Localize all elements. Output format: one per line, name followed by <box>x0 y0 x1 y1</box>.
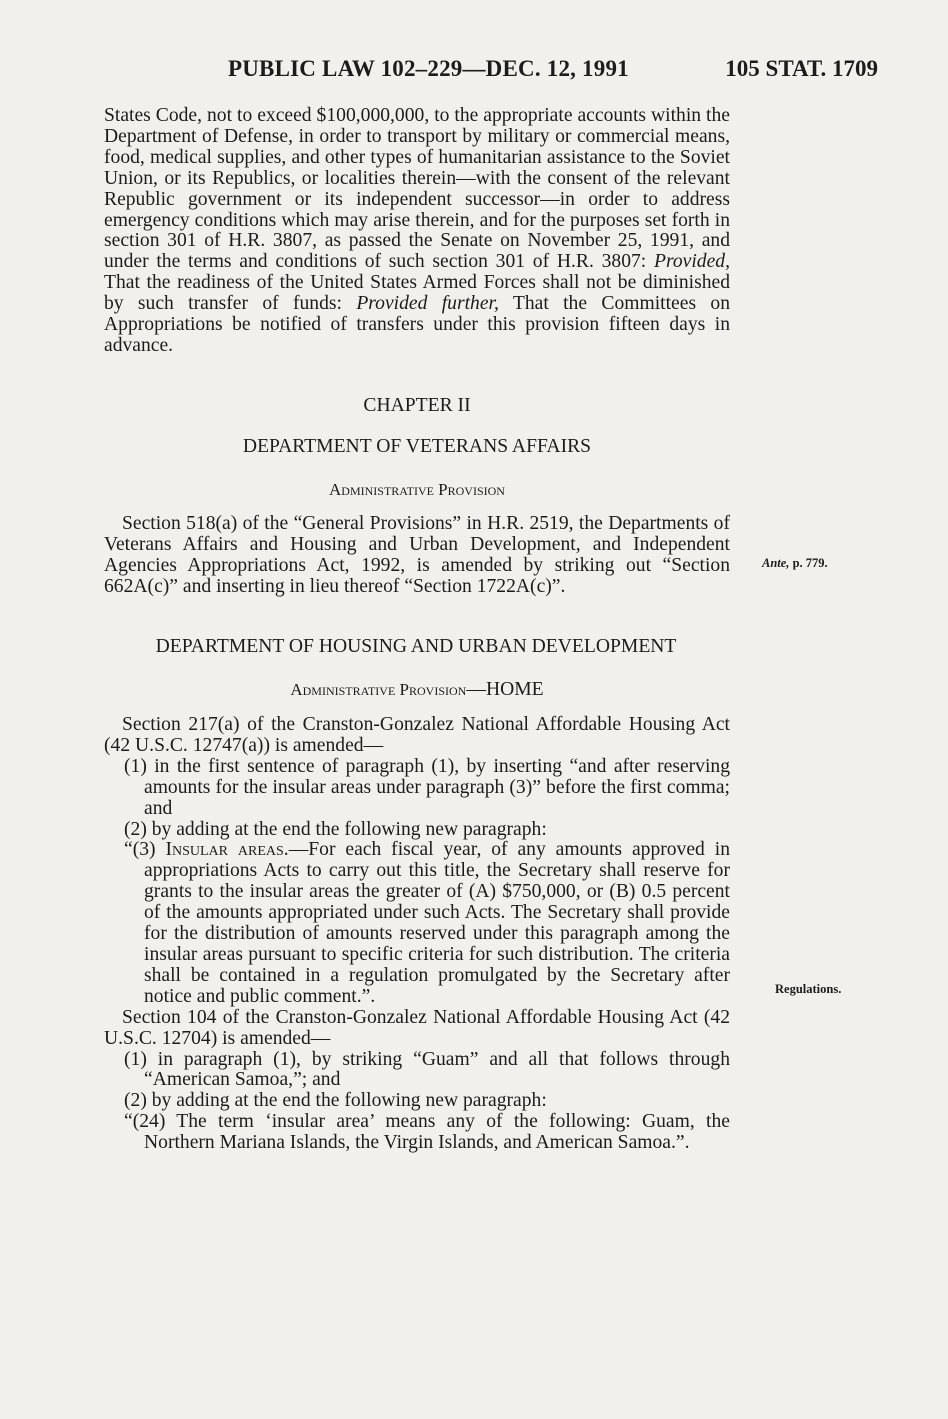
chapter-heading: CHAPTER II <box>363 395 471 416</box>
section-104-item-2: (2) by adding at the end the following new paragraph: <box>124 1090 547 1112</box>
veterans-department-heading: DEPARTMENT OF VETERANS AFFAIRS <box>242 436 592 457</box>
section-104: Section 104 of the Cranston-Gonzalez National Affordable Housing Act (42 U.S.C. 12704) is amended— <box>104 1006 730 1049</box>
intro-proviso-1: Provided, <box>654 251 730 273</box>
intro-text-1: States Code, not to exceed $100,000,000, to the appropriate accounts within the Department of Defense, in order to transport by military or commercial means, food, medical supplies, and other types of humanitarian assistance to the Soviet Union, or its Republics, or localities therein—with the consent of the relevant Republic government or its independent successor—in order to address emergency conditions which may arise therein, and for the purposes set forth in section 301 of H.R. 3807, as passed the Senate on November 25, 1991, and under the terms and conditions of such section 301 of H.R. 3807: <box>104 105 730 273</box>
section-104-paragraph-24: “(24) The term ‘insular area’ means any of the following: Guam, the Northern Mariana Islands, the Virgin Islands, and American Samoa.”. <box>124 1111 730 1154</box>
intro-paragraph <box>104 106 730 357</box>
intro-text-2: That the readiness of the United States Armed Forces shall not be diminished by such transfer of funds: <box>104 272 730 315</box>
veterans-section-518: Section 518(a) of the “General Provisions” in H.R. 2519, the Departments of Veterans Affairs and Housing and Urban Development, and Independent Agencies Appropriations Act, 1992, is amended by striking out “Section 662A(c)” and inserting in lieu thereof “Section 1722A(c)”. <box>104 513 730 597</box>
section-217-item-1: (1) in the first sentence of paragraph (1), by inserting “and after reserving amounts for the insular areas under paragraph (3)” before the first comma; and <box>124 755 730 819</box>
margin-note-ante: Ante, p. 779. <box>762 556 828 570</box>
page-header-title: PUBLIC LAW 102–229—DEC. 12, 1991 <box>228 56 629 81</box>
section-217-paragraph-3: “(3) Insular areas.—For each fiscal year, of any amounts approved in appropriations Acts to carry out this title, the Secretary shall reserve for grants to the insular areas the greater of (A) $750,000, or (B) 0.5 percent of the amounts appropriated under such Acts. The Secretary shall provide for the distribution of amounts reserved under this paragraph among the insular areas pursuant to specific criteria for such distribution. The criteria shall be contained in a regulation promulgated by the Secretary after notice and public comment.”. <box>124 839 730 1007</box>
intro-proviso-2: Provided further, <box>356 293 499 315</box>
veterans-subheading: Administrative Provision <box>329 480 505 499</box>
margin-note-regulations: Regulations. <box>775 982 842 996</box>
page-header-stat: 105 STAT. 1709 <box>725 56 878 81</box>
housing-department-heading: DEPARTMENT OF HOUSING AND URBAN DEVELOPMENT <box>155 636 677 657</box>
section-217-item-2: (2) by adding at the end the following new paragraph: <box>124 818 547 840</box>
housing-body <box>104 715 730 1154</box>
housing-subheading: Administrative Provision—HOME <box>290 679 544 700</box>
section-104-item-1: (1) in paragraph (1), by striking “Guam” and all that follows through “American Samoa,”; and <box>124 1048 730 1091</box>
intro-text-3: That the Committees on Appropriations be notified of transfers under this provision fifteen days in advance. <box>104 293 730 356</box>
section-217: Section 217(a) of the Cranston-Gonzalez National Affordable Housing Act (42 U.S.C. 12747(a)) is amended— <box>104 714 730 756</box>
chapter-heading-block <box>104 396 730 417</box>
